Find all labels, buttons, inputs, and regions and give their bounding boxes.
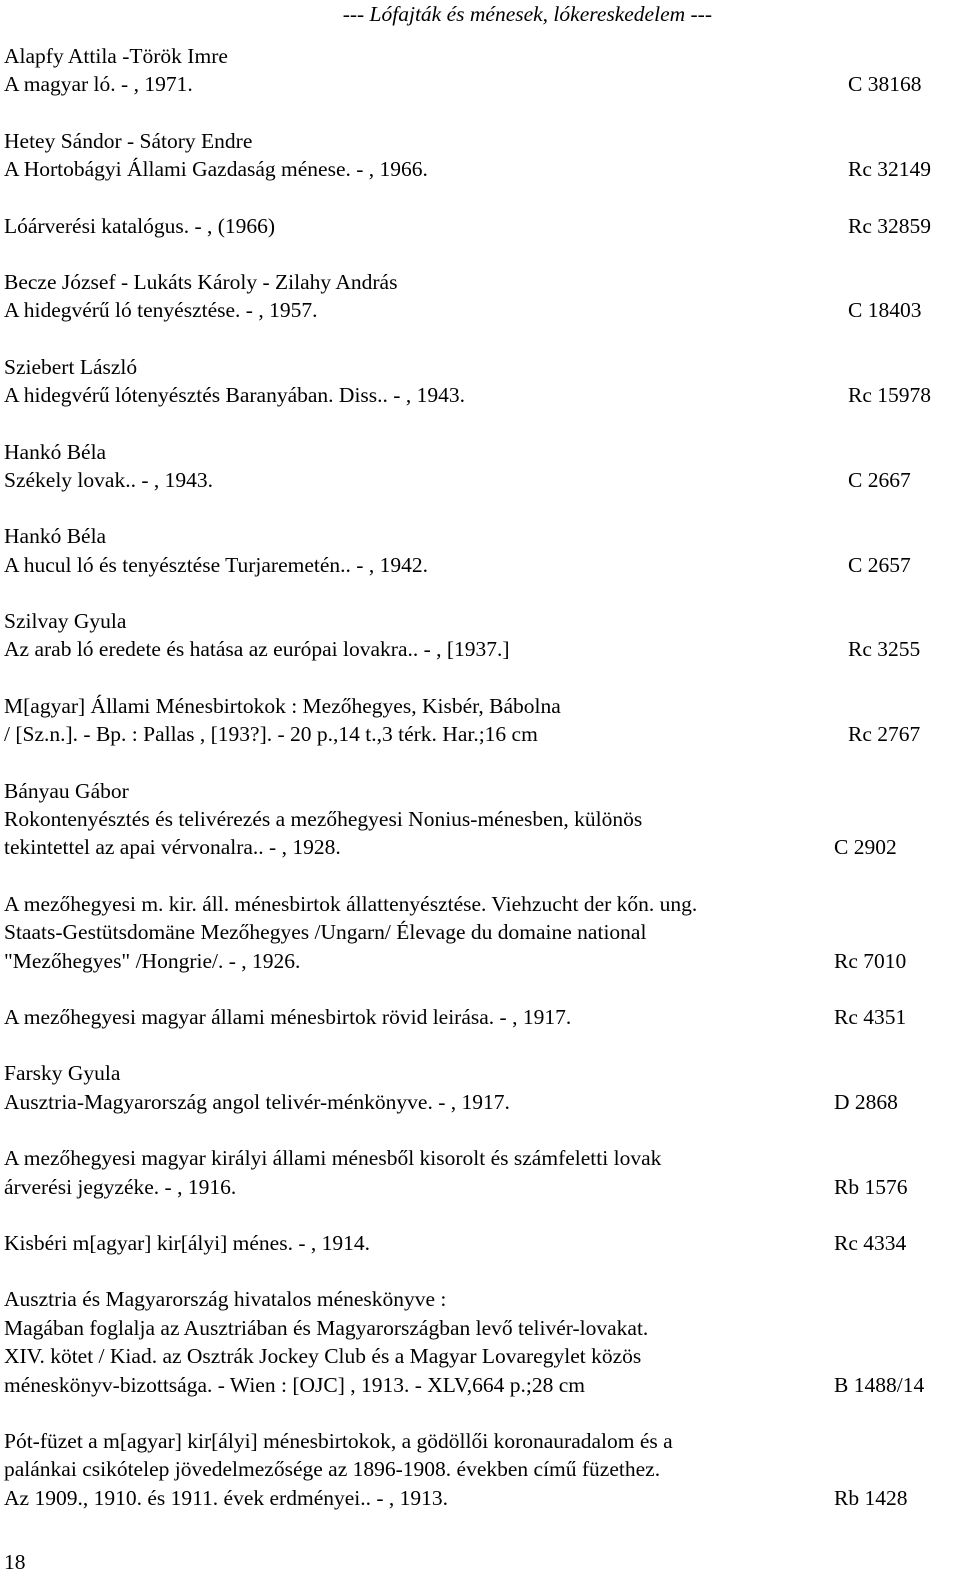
call-number: C 38168: [848, 72, 922, 97]
entry-text: Szilvay Gyula: [4, 609, 127, 634]
bibliography-list: [4, 42, 954, 1540]
entry-text: palánkai csikótelep jövedelmezősége az 1896-1908. években című füzethez.: [4, 1457, 661, 1482]
entry-line: [4, 777, 954, 805]
bibliography-entry: [4, 268, 954, 325]
entry-line: [4, 1173, 954, 1201]
bibliography-entry: [4, 692, 954, 749]
entry-line: [4, 438, 954, 466]
call-number: Rc 4351: [834, 1004, 907, 1029]
entry-text: A hidegvérű lótenyésztés Baranyában. Diss.. - , 1943.: [4, 383, 465, 408]
entry-line: [4, 551, 954, 579]
entry-text: Székely lovak.. - , 1943.: [4, 467, 213, 492]
entry-line: [4, 1144, 954, 1172]
entry-text: A mezőhegyesi m. kir. áll. ménesbirtok állattenyésztése. Viehzucht der kőn. ung.: [4, 891, 698, 916]
entry-text: Hankó Béla: [4, 439, 107, 464]
call-number: C 2667: [848, 467, 911, 492]
entry-text: XIV. kötet / Kiad. az Osztrák Jockey Club és a Magyar Lovaregylet közös: [4, 1344, 642, 1369]
entry-text: Sziebert László: [4, 354, 138, 379]
entry-line: [4, 1342, 954, 1370]
entry-text: Pót-füzet a m[agyar] kir[ályi] ménesbirtokok, a gödöllői koronauradalom és a: [4, 1428, 673, 1453]
call-number: Rc 15978: [848, 383, 932, 408]
entry-text: méneskönyv-bizottsága. - Wien : [OJC] , 1913. - XLV,664 p.;28 cm: [4, 1372, 585, 1397]
entry-text: Staats-Gestütsdomäne Mezőhegyes /Ungarn/ Élevage du domaine national: [4, 920, 647, 945]
call-number: Rc 32149: [848, 157, 932, 182]
entry-text: A magyar ló. - , 1971.: [4, 72, 193, 97]
entry-text: M[agyar] Állami Ménesbirtokok : Mezőhegyes, Kisbér, Bábolna: [4, 693, 561, 718]
entry-line: [4, 890, 954, 918]
entry-text: Bányau Gábor: [4, 778, 129, 803]
entry-line: [4, 833, 954, 861]
entry-text: Ausztria és Magyarország hivatalos méneskönyve :: [4, 1287, 447, 1312]
call-number: C 2657: [848, 552, 911, 577]
entry-line: [4, 720, 954, 748]
entry-line: [4, 635, 954, 663]
entry-line: [4, 353, 954, 381]
call-number: C 2902: [834, 835, 897, 860]
page-number: 18: [4, 1550, 26, 1574]
entry-line: [4, 1088, 954, 1116]
entry-text: A hidegvérű ló tenyésztése. - , 1957.: [4, 298, 318, 323]
entry-line: [4, 70, 954, 98]
bibliography-entry: [4, 522, 954, 579]
call-number: Rc 4334: [834, 1230, 907, 1255]
entry-text: Hetey Sándor - Sátory Endre: [4, 128, 253, 153]
bibliography-entry: [4, 777, 954, 862]
call-number: Rc 2767: [848, 722, 921, 747]
entry-text: A hucul ló és tenyésztése Turjaremetén.. - , 1942.: [4, 552, 428, 577]
bibliography-entry: [4, 1059, 954, 1116]
entry-line: [4, 692, 954, 720]
bibliography-entry: [4, 438, 954, 495]
entry-line: [4, 381, 954, 409]
entry-line: [4, 1455, 954, 1483]
entry-line: [4, 1314, 954, 1342]
entry-line: [4, 1427, 954, 1455]
entry-line: [4, 805, 954, 833]
entry-line: [4, 296, 954, 324]
bibliography-entry: [4, 1003, 954, 1031]
entry-text: Kisbéri m[agyar] kir[ályi] ménes. - , 1914.: [4, 1230, 370, 1255]
call-number: C 18403: [848, 298, 922, 323]
call-number: Rc 3255: [848, 637, 921, 662]
entry-text: Becze József - Lukáts Károly - Zilahy András: [4, 269, 398, 294]
entry-line: [4, 607, 954, 635]
entry-line: [4, 1003, 954, 1031]
bibliography-entry: [4, 212, 954, 240]
bibliography-entry: [4, 1285, 954, 1399]
bibliography-entry: [4, 607, 954, 664]
entry-line: [4, 947, 954, 975]
entry-text: "Mezőhegyes" /Hongrie/. - , 1926.: [4, 948, 301, 973]
entry-text: tekintettel az apai vérvonalra.. - , 1928.: [4, 835, 341, 860]
entry-text: Az arab ló eredete és hatása az európai lovakra.. - , [1937.]: [4, 637, 510, 662]
entry-text: / [Sz.n.]. - Bp. : Pallas , [193?]. - 20 p.,14 t.,3 térk. Har.;16 cm: [4, 722, 538, 747]
bibliography-entry: [4, 890, 954, 975]
entry-line: [4, 522, 954, 550]
call-number: Rc 32859: [848, 213, 932, 238]
entry-line: [4, 1229, 954, 1257]
entry-text: A Hortobágyi Állami Gazdaság ménese. - , 1966.: [4, 157, 428, 182]
entry-text: Hankó Béla: [4, 524, 107, 549]
bibliography-entry: [4, 1229, 954, 1257]
bibliography-entry: [4, 1144, 954, 1201]
entry-line: [4, 1484, 954, 1512]
entry-text: Alapfy Attila -Török Imre: [4, 44, 228, 68]
bibliography-entry: [4, 127, 954, 184]
entry-line: [4, 42, 954, 70]
call-number: D 2868: [834, 1089, 898, 1114]
entry-line: [4, 466, 954, 494]
entry-text: árverési jegyzéke. - , 1916.: [4, 1174, 237, 1199]
bibliography-entry: [4, 42, 954, 99]
entry-line: [4, 918, 954, 946]
entry-text: Rokontenyésztés és telivérezés a mezőhegyesi Nonius-ménesben, különös: [4, 807, 643, 832]
entry-text: Farsky Gyula: [4, 1061, 121, 1086]
entry-text: Magában foglalja az Ausztriában és Magyarországban levő telivér-lovakat.: [4, 1315, 649, 1340]
page-header: --- Lófajták és ménesek, lókereskedelem ---: [342, 2, 712, 26]
entry-line: [4, 155, 954, 183]
entry-text: Ausztria-Magyarország angol telivér-ménkönyve. - , 1917.: [4, 1089, 510, 1114]
entry-text: Lóárverési katalógus. - , (1966): [4, 213, 276, 238]
entry-line: [4, 268, 954, 296]
call-number: B 1488/14: [834, 1372, 925, 1397]
entry-line: [4, 212, 954, 240]
call-number: Rb 1428: [834, 1485, 908, 1510]
entry-line: [4, 1059, 954, 1087]
entry-line: [4, 127, 954, 155]
bibliography-entry: [4, 353, 954, 410]
entry-text: Az 1909., 1910. és 1911. évek erdményei.. - , 1913.: [4, 1485, 449, 1510]
bibliography-entry: [4, 1427, 954, 1512]
call-number: Rb 1576: [834, 1174, 908, 1199]
entry-text: A mezőhegyesi magyar királyi állami ménesből kisorolt és számfeletti lovak: [4, 1146, 662, 1171]
entry-line: [4, 1285, 954, 1313]
entry-text: A mezőhegyesi magyar állami ménesbirtok rövid leirása. - , 1917.: [4, 1004, 572, 1029]
entry-line: [4, 1371, 954, 1399]
call-number: Rc 7010: [834, 948, 907, 973]
